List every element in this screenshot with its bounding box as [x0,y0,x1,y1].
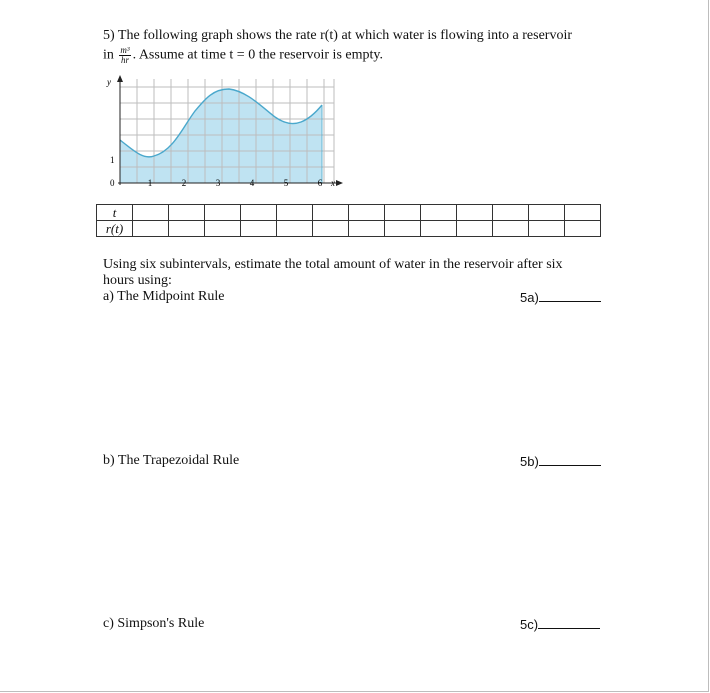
table-cell[interactable] [241,205,277,221]
part-c-answer-label: 5c) [520,617,539,632]
table-header-t: t [97,205,133,221]
table-cell[interactable] [565,221,601,237]
instructions-line-1: Using six subintervals, estimate the total amount of water in the reservoir after six [103,257,563,272]
part-c-answer [520,617,600,632]
x-tick-label: 4 [249,178,255,188]
table-cell[interactable] [169,205,205,221]
table-cell[interactable] [277,205,313,221]
table-cell[interactable] [385,205,421,221]
x-axis-arrow [336,180,343,186]
part-a-answer [520,290,601,305]
x-tick-label: 3 [215,178,221,188]
part-c-label: c) Simpson's Rule [103,616,205,631]
table-cell[interactable] [349,221,385,237]
part-a-answer-blank[interactable] [539,290,601,302]
table-cell[interactable] [277,221,313,237]
y-tick-label-1: 1 [110,155,115,165]
table-cell[interactable] [565,205,601,221]
x-tick-label: 5 [283,178,289,188]
unit-fraction [119,46,130,65]
unit-numerator: m³ [120,45,130,55]
y-axis-label: y [107,77,111,87]
table-cell[interactable] [133,205,169,221]
table-cell[interactable] [169,221,205,237]
table-cell[interactable] [529,205,565,221]
origin-label: 0 [110,178,115,188]
table-cell[interactable] [133,221,169,237]
rate-graph [103,75,353,195]
table-row-rt [97,221,601,237]
table-cell[interactable] [529,221,565,237]
table-header-rt: r(t) [97,221,133,237]
table-cell[interactable] [313,205,349,221]
table-cell[interactable] [241,221,277,237]
table-cell[interactable] [313,221,349,237]
x-tick-label: 2 [181,178,187,188]
in-word: in [103,47,114,63]
table-row-t [97,205,601,221]
x-tick-label: 1 [147,178,153,188]
part-b-answer [520,454,601,469]
table-cell[interactable] [457,205,493,221]
table-cell[interactable] [493,221,529,237]
table-cell[interactable] [349,205,385,221]
table-cell[interactable] [421,221,457,237]
table-cell[interactable] [205,221,241,237]
part-b-answer-blank[interactable] [539,454,601,466]
question-line-1: 5) The following graph shows the rate r(t) at which water is flowing into a reservoir [103,28,572,43]
table-cell[interactable] [457,221,493,237]
question-line-2-rest: . Assume at time t = 0 the reservoir is empty. [132,47,383,63]
value-table [96,204,601,237]
part-b-label: b) The Trapezoidal Rule [103,453,240,468]
instructions-line-2: hours using: [103,273,172,288]
part-b-answer-label: 5b) [520,454,539,469]
x-tick-label: 6 [317,178,323,188]
y-axis-arrow [117,75,123,82]
table-cell[interactable] [385,221,421,237]
table-cell[interactable] [205,205,241,221]
question-line-2 [103,46,383,65]
part-a-answer-label: 5a) [520,290,539,305]
table-cell[interactable] [493,205,529,221]
x-axis-label: x [331,178,335,188]
part-c-answer-blank[interactable] [538,617,600,629]
table-cell[interactable] [421,205,457,221]
part-a-label: a) The Midpoint Rule [103,289,225,304]
unit-denominator: hr [120,55,129,65]
